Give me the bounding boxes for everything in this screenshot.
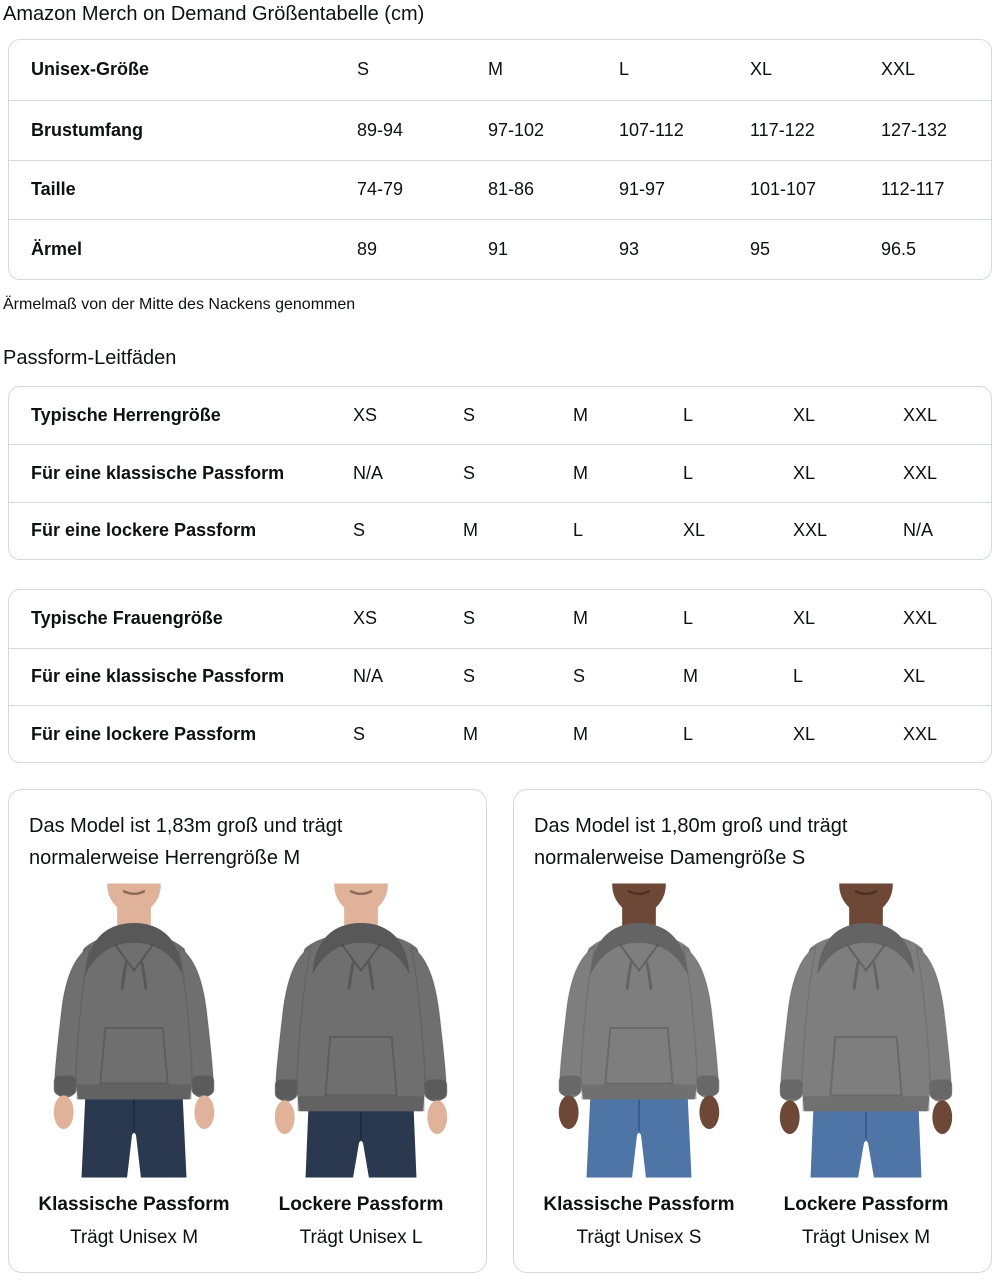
size-cell: L bbox=[683, 608, 694, 629]
size-cell: XL bbox=[683, 520, 706, 541]
size-cell: M bbox=[573, 405, 588, 426]
measure-cell: 101-107 bbox=[750, 179, 817, 200]
mens-model-card bbox=[8, 789, 487, 1273]
table-row bbox=[9, 219, 991, 279]
fit-label: Klassische Passform bbox=[543, 1194, 735, 1216]
table-row bbox=[9, 160, 991, 220]
size-cell: M bbox=[573, 608, 588, 629]
measure-cell: 74-79 bbox=[357, 179, 404, 200]
fit-label: Lockere Passform bbox=[278, 1194, 444, 1216]
mens-fit-table bbox=[8, 386, 992, 560]
table-row bbox=[9, 100, 991, 160]
size-cell: S bbox=[463, 405, 476, 426]
model-photo bbox=[30, 882, 238, 1179]
fit-label: Klassische Passform bbox=[38, 1194, 230, 1216]
size-cell: XS bbox=[353, 405, 378, 426]
sleeve-measure-note: Ärmelmaß von der Mitte des Nackens genommen bbox=[3, 296, 356, 313]
model-cards bbox=[8, 789, 992, 1273]
measure-cell: 91-97 bbox=[619, 179, 666, 200]
measure-cell: 95 bbox=[750, 239, 771, 260]
size-cell: M bbox=[488, 59, 503, 80]
page-title: Amazon Merch on Demand Größentabelle (cm) bbox=[3, 3, 425, 25]
size-cell: M bbox=[463, 520, 478, 541]
model-photo bbox=[762, 882, 970, 1179]
size-cell: S bbox=[463, 463, 476, 484]
model-figure-classic-fit bbox=[29, 882, 239, 1250]
model-photo bbox=[535, 882, 743, 1179]
size-cell: XXL bbox=[903, 608, 938, 629]
womens-model-card bbox=[513, 789, 992, 1273]
model-description: Das Model ist 1,80m groß und trägt normalerweise Damengröße S bbox=[534, 815, 848, 870]
row-label: Für eine lockere Passform bbox=[31, 723, 257, 744]
size-cell: L bbox=[683, 463, 694, 484]
model-figures bbox=[29, 882, 466, 1250]
size-cell: S bbox=[573, 666, 586, 687]
row-label: Typische Herrengröße bbox=[31, 405, 221, 426]
row-label: Typische Frauengröße bbox=[31, 608, 223, 629]
size-cell: XL bbox=[793, 405, 816, 426]
size-cell: XXL bbox=[903, 463, 938, 484]
table-row bbox=[9, 502, 991, 559]
size-cell: XL bbox=[750, 59, 773, 80]
hoodie-model-illustration bbox=[30, 882, 238, 1179]
measure-cell: 107-112 bbox=[619, 119, 684, 140]
size-cell: N/A bbox=[353, 666, 384, 687]
table-row bbox=[9, 444, 991, 501]
size-cell: XXL bbox=[903, 723, 938, 744]
measure-cell: 117-122 bbox=[750, 119, 815, 140]
size-cell: L bbox=[619, 59, 630, 80]
hoodie-model-illustration bbox=[257, 882, 465, 1179]
size-worn-label: Trägt Unisex L bbox=[299, 1227, 423, 1249]
size-cell: XXL bbox=[881, 59, 916, 80]
row-label: Ärmel bbox=[31, 239, 83, 260]
row-label: Taille bbox=[31, 179, 76, 200]
size-cell: M bbox=[683, 666, 698, 687]
model-description: Das Model ist 1,83m groß und trägt normalerweise Herrengröße M bbox=[29, 815, 343, 870]
size-worn-label: Trägt Unisex M bbox=[69, 1227, 199, 1249]
measure-cell: 89-94 bbox=[357, 119, 404, 140]
size-cell: M bbox=[463, 723, 478, 744]
measure-cell: 97-102 bbox=[488, 119, 545, 140]
womens-fit-table bbox=[8, 589, 992, 763]
row-label: Für eine klassische Passform bbox=[31, 463, 285, 484]
size-worn-label: Trägt Unisex M bbox=[801, 1227, 931, 1249]
hoodie-model-illustration bbox=[535, 882, 743, 1179]
size-cell: L bbox=[793, 666, 804, 687]
size-cell: XL bbox=[793, 608, 816, 629]
size-cell: S bbox=[357, 59, 370, 80]
table-row bbox=[9, 40, 991, 100]
size-cell: S bbox=[463, 608, 476, 629]
measure-cell: 127-132 bbox=[881, 119, 948, 140]
size-cell: L bbox=[683, 723, 694, 744]
model-figures bbox=[534, 882, 971, 1250]
size-cell: M bbox=[573, 463, 588, 484]
size-cell: M bbox=[573, 723, 588, 744]
size-cell: XL bbox=[903, 666, 926, 687]
model-figure-loose-fit bbox=[256, 882, 466, 1250]
model-figure-classic-fit bbox=[534, 882, 744, 1250]
fit-guides-heading: Passform-Leitfäden bbox=[3, 347, 177, 369]
size-cell: S bbox=[353, 723, 366, 744]
row-label: Für eine klassische Passform bbox=[31, 666, 285, 687]
table-row bbox=[9, 648, 991, 705]
size-cell: XS bbox=[353, 608, 378, 629]
size-cell: L bbox=[683, 405, 694, 426]
size-cell: N/A bbox=[353, 463, 384, 484]
measure-cell: 89 bbox=[357, 239, 378, 260]
model-photo bbox=[257, 882, 465, 1179]
table-row bbox=[9, 590, 991, 647]
measure-cell: 96.5 bbox=[881, 239, 917, 260]
measure-cell: 91 bbox=[488, 239, 509, 260]
row-label: Für eine lockere Passform bbox=[31, 520, 257, 541]
fit-label: Lockere Passform bbox=[783, 1194, 949, 1216]
hoodie-model-illustration bbox=[762, 882, 970, 1179]
size-cell: XL bbox=[793, 463, 816, 484]
size-cell: XXL bbox=[903, 405, 938, 426]
measure-cell: 81-86 bbox=[488, 179, 535, 200]
size-cell: S bbox=[353, 520, 366, 541]
table-row bbox=[9, 387, 991, 444]
unisex-size-table bbox=[8, 39, 992, 280]
model-figure-loose-fit bbox=[761, 882, 971, 1250]
row-label: Unisex-Größe bbox=[31, 59, 150, 80]
size-cell: S bbox=[463, 666, 476, 687]
measure-cell: 112-117 bbox=[881, 179, 945, 200]
measure-cell: 93 bbox=[619, 239, 640, 260]
size-cell: L bbox=[573, 520, 584, 541]
size-cell: N/A bbox=[903, 520, 934, 541]
row-label: Brustumfang bbox=[31, 119, 143, 140]
size-cell: XXL bbox=[793, 520, 828, 541]
size-worn-label: Trägt Unisex S bbox=[576, 1227, 702, 1249]
table-row bbox=[9, 705, 991, 762]
size-cell: XL bbox=[793, 723, 816, 744]
